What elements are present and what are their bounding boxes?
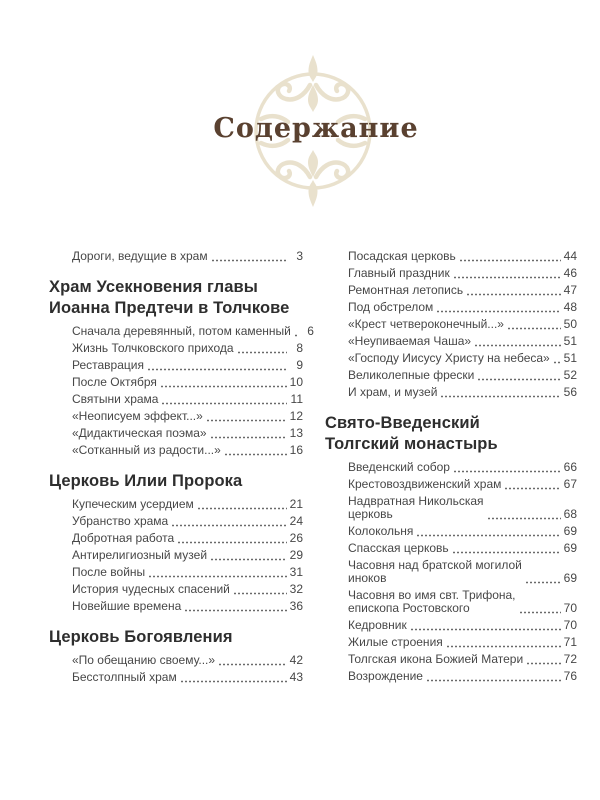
entry-label-line: иноков: [348, 571, 387, 585]
dot-leader: [161, 402, 287, 405]
dot-leader: [206, 419, 287, 422]
entry-label: [348, 267, 450, 280]
dot-leader: [453, 276, 561, 279]
entry-page-number: 70: [563, 601, 577, 615]
toc-entry: [325, 478, 577, 491]
dot-leader: [519, 611, 561, 614]
entry-label-line: «Господу Иисусу Христу на небеса»: [348, 351, 550, 365]
entry-label-line: Великолепные фрески: [348, 368, 475, 382]
toc-entry: [49, 359, 303, 372]
section-heading-line: Толгский монастырь: [325, 435, 498, 453]
toc-entry: [49, 566, 303, 579]
entry-label: [72, 325, 291, 338]
entry-label-line: Жилые строения: [348, 635, 443, 649]
entry-page-number: 76: [563, 669, 577, 683]
dot-leader: [160, 385, 287, 388]
toc-entry: [49, 515, 303, 528]
entry-page-number: 42: [289, 653, 303, 667]
toc-entry: [325, 352, 577, 365]
entry-label: [72, 671, 177, 684]
entry-page-number: 26: [289, 531, 303, 545]
toc-column-right: [325, 250, 577, 687]
dot-leader: [177, 541, 286, 544]
entry-label-line: Жизнь Толчковского прихода: [72, 341, 234, 355]
toc-entry: [49, 393, 303, 406]
dot-leader: [459, 259, 561, 262]
dot-leader: [453, 470, 561, 473]
entry-label: [72, 250, 208, 263]
dot-leader: [197, 507, 287, 510]
dot-leader: [224, 453, 287, 456]
entry-label-line: Часовня над братской могилой: [348, 558, 522, 572]
entry-page-number: 3: [296, 249, 303, 263]
entry-page-number: 21: [289, 497, 303, 511]
entry-label-line: Под обстрелом: [348, 300, 434, 314]
entry-page-number: 66: [563, 460, 577, 474]
entry-label: [348, 653, 523, 666]
entry-label-line: епископа Ростовского: [348, 601, 470, 615]
entry-label-line: История чудесных спасений: [72, 582, 230, 596]
dot-leader: [446, 645, 561, 648]
entry-label: [348, 589, 516, 615]
entry-page-number: 51: [563, 351, 577, 365]
dot-leader: [211, 259, 287, 262]
dot-leader: [440, 395, 560, 398]
toc-column-left: [49, 249, 314, 688]
dot-leader: [526, 662, 560, 665]
toc-entry: [325, 284, 577, 297]
entry-page-number: 13: [289, 426, 303, 440]
entry-label: [348, 559, 522, 585]
entry-page-number: 50: [563, 317, 577, 331]
entry-label: [348, 386, 437, 399]
entry-page-number: 69: [563, 541, 577, 555]
toc-entry: [325, 386, 577, 399]
toc-entry: [325, 589, 577, 615]
entry-page-number: 69: [563, 524, 577, 538]
toc-entry: [325, 670, 577, 683]
section-heading: [325, 413, 577, 455]
section-heading: [49, 471, 303, 492]
entry-page-number: 12: [289, 409, 303, 423]
entry-label: [72, 532, 174, 545]
dot-leader: [237, 351, 287, 354]
dot-leader: [466, 293, 561, 296]
entry-page-number: 36: [289, 599, 303, 613]
entry-page-number: 16: [289, 443, 303, 457]
entry-label-line: Спасская церковь: [348, 541, 449, 555]
entry-label-line: «Крест четвероконечный...»: [348, 317, 504, 331]
entry-page-number: 69: [563, 571, 577, 585]
entry-label: [72, 549, 207, 562]
dot-leader: [474, 344, 561, 347]
entry-label-line: И храм, и музей: [348, 385, 438, 399]
entry-page-number: 24: [289, 514, 303, 528]
entry-label-line: Посадская церковь: [348, 249, 456, 263]
entry-label-line: Святыни храма: [72, 392, 159, 406]
entry-label-line: Добротная работа: [72, 531, 175, 545]
section-heading-line: Церковь Илии Пророка: [49, 472, 243, 490]
entry-label-line: Толгская икона Божией Матери: [348, 652, 524, 666]
entry-label: [72, 444, 221, 457]
entry-label: [72, 583, 230, 596]
entry-label: [72, 359, 144, 372]
entry-page-number: 70: [563, 618, 577, 632]
entry-label: [348, 352, 550, 365]
dot-leader: [504, 487, 560, 490]
entry-label-line: «Неописуем эффект...»: [72, 409, 203, 423]
entry-label: [348, 318, 504, 331]
dot-leader: [410, 628, 561, 631]
toc-entry: [49, 410, 303, 423]
toc-entry: [49, 376, 303, 389]
entry-page-number: 47: [563, 283, 577, 297]
entry-label-line: Ремонтная летопись: [348, 283, 464, 297]
entry-page-number: 71: [563, 635, 577, 649]
toc-entry: [49, 583, 303, 596]
toc-entry: [325, 335, 577, 348]
entry-page-number: 32: [289, 582, 303, 596]
entry-label-line: Кедровник: [348, 618, 407, 632]
entry-page-number: 72: [563, 652, 577, 666]
dot-leader: [180, 680, 287, 683]
entry-page-number: 44: [563, 249, 577, 263]
toc-entry: [49, 250, 303, 263]
toc-entry: [49, 671, 303, 684]
dot-leader: [507, 327, 561, 330]
dot-leader: [233, 592, 287, 595]
entry-label: [348, 284, 463, 297]
section-heading-line: Храм Усекновения главы: [49, 278, 258, 296]
entry-label: [348, 369, 474, 382]
entry-label: [348, 461, 450, 474]
dot-leader: [487, 517, 561, 520]
entry-page-number: 51: [563, 334, 577, 348]
toc-entry: [325, 267, 577, 280]
section-heading-line: Церковь Богоявления: [49, 628, 233, 646]
entry-page-number: 6: [307, 324, 314, 338]
dot-leader: [477, 378, 560, 381]
entry-page-number: 10: [289, 375, 303, 389]
entry-label-line: Главный праздник: [348, 266, 450, 280]
entry-label: [72, 566, 145, 579]
entry-label-line: «По обещанию своему...»: [72, 653, 216, 667]
dot-leader: [210, 436, 287, 439]
dot-leader: [426, 679, 561, 682]
entry-label-line: Сначала деревянный, потом каменный: [72, 324, 291, 338]
entry-label-line: Дороги, ведущие в храм: [72, 249, 208, 263]
dot-leader: [525, 581, 561, 584]
section-heading-line: Свято-Введенский: [325, 414, 480, 432]
dot-leader: [210, 558, 287, 561]
entry-page-number: 43: [289, 670, 303, 684]
toc-entry: [49, 324, 314, 338]
entry-label-line: Бесстолпный храм: [72, 670, 177, 684]
toc-entry: [325, 461, 577, 474]
entry-label: [348, 525, 413, 538]
toc-entry: [325, 636, 577, 649]
toc-entry: [49, 427, 303, 440]
entry-label-line: Надвратная Никольская: [348, 494, 484, 508]
entry-page-number: 52: [563, 368, 577, 382]
toc-entry: [325, 495, 577, 521]
entry-page-number: 48: [563, 300, 577, 314]
entry-label: [348, 301, 433, 314]
toc-entry: [325, 369, 577, 382]
toc-entry: [325, 619, 577, 632]
entry-page-number: 11: [290, 392, 303, 406]
toc-entry: [49, 532, 303, 545]
entry-label-line: церковь: [348, 507, 393, 521]
toc-entry: [325, 301, 577, 314]
toc-entry: [325, 653, 577, 666]
entry-label: [72, 342, 234, 355]
entry-label-line: Возрождение: [348, 669, 423, 683]
toc-entry: [49, 498, 303, 511]
entry-label: [348, 495, 484, 521]
entry-label-line: После войны: [72, 565, 146, 579]
dot-leader: [184, 609, 286, 612]
dot-leader: [147, 368, 287, 371]
entry-label: [348, 542, 449, 555]
entry-label: [72, 376, 157, 389]
entry-label: [72, 498, 194, 511]
toc-entry: [49, 654, 303, 667]
entry-label: [348, 335, 471, 348]
entry-page-number: 56: [563, 385, 577, 399]
entry-label-line: Колокольня: [348, 524, 414, 538]
dot-leader: [171, 524, 286, 527]
entry-label-line: Антирелигиозный музей: [72, 548, 208, 562]
entry-label-line: Крестовоздвиженский храм: [348, 477, 502, 491]
section-heading-line: Иоанна Предтечи в Толчкове: [49, 299, 290, 317]
entry-label: [348, 670, 423, 683]
entry-label-line: После Октября: [72, 375, 157, 389]
dot-leader: [416, 534, 560, 537]
entry-page-number: 29: [289, 548, 303, 562]
entry-label-line: Новейшие времена: [72, 599, 182, 613]
dot-leader: [218, 663, 287, 666]
toc-entry: [49, 342, 303, 355]
dot-leader: [452, 551, 561, 554]
entry-label: [72, 600, 181, 613]
entry-label: [348, 250, 456, 263]
entry-label-line: Убранство храма: [72, 514, 169, 528]
toc-entry: [325, 250, 577, 263]
entry-label: [348, 478, 501, 491]
entry-page-number: 46: [563, 266, 577, 280]
dot-leader: [553, 361, 561, 364]
entry-label-line: Купеческим усердием: [72, 497, 194, 511]
entry-label-line: «Неупиваемая Чаша»: [348, 334, 472, 348]
entry-label: [72, 393, 158, 406]
dot-leader: [148, 575, 286, 578]
toc-entry: [325, 318, 577, 331]
toc-entry: [49, 444, 303, 457]
section-heading: [49, 277, 303, 319]
entry-label-line: Реставрация: [72, 358, 144, 372]
toc-entry: [49, 600, 303, 613]
entry-page-number: 68: [563, 507, 577, 521]
toc-entry: [325, 542, 577, 555]
entry-label: [72, 410, 203, 423]
toc-entry: [49, 549, 303, 562]
entry-label-line: «Сотканный из радости...»: [72, 443, 221, 457]
entry-label-line: Часовня во имя свт. Трифона,: [348, 588, 516, 602]
entry-page-number: 9: [296, 358, 303, 372]
entry-page-number: 8: [296, 341, 303, 355]
toc-entry: [325, 559, 577, 585]
entry-page-number: 67: [563, 477, 577, 491]
dot-leader: [436, 310, 560, 313]
entry-label: [72, 654, 215, 667]
section-heading: [49, 627, 303, 648]
entry-label: [348, 636, 443, 649]
toc-entry: [325, 525, 577, 538]
entry-label: [72, 427, 207, 440]
dot-leader: [294, 334, 298, 337]
entry-label-line: Введенский собор: [348, 460, 450, 474]
entry-label: [348, 619, 407, 632]
entry-label: [72, 515, 168, 528]
entry-label-line: «Дидактическая поэма»: [72, 426, 207, 440]
page-title: Содержание: [213, 113, 419, 144]
entry-page-number: 31: [289, 565, 303, 579]
